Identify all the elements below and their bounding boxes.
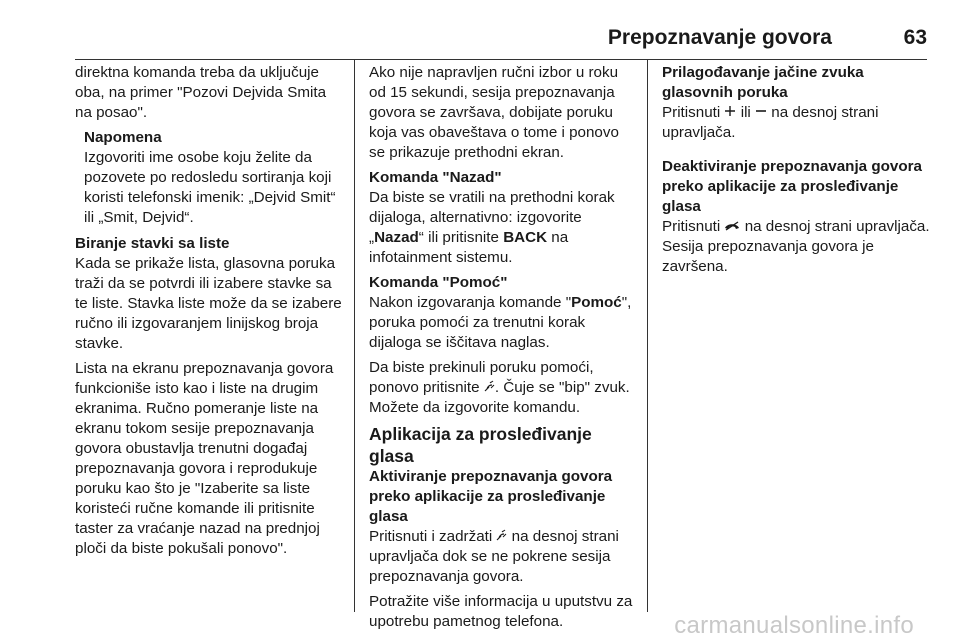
paragraph xyxy=(662,103,930,143)
paragraph: Ako nije napravljen ručni izbor u roku od 15 sekundi, sesija prepoznavanja govora se završava, dobijate poruku koja vas obaveštava o tome i ponovo se prikazuje prethodni ekran. xyxy=(369,64,619,161)
hang-up-icon xyxy=(724,219,740,233)
paragraph: Potražite više informacija u uputstvu za upotrebu pametnog telefona. xyxy=(369,593,633,630)
text-run: Da biste prekinuli poruku pomoći, ponovo pritisnite xyxy=(369,359,594,396)
paragraph xyxy=(369,293,635,353)
chapter-heading: Aplikacija za prosleđivanje glasa xyxy=(369,424,592,466)
column-divider xyxy=(354,60,355,612)
header-rule xyxy=(75,59,927,60)
paragraph: Lista na ekranu prepoznavanja govora funkcioniše isto kao i liste na drugim ekranima. Ručno pomeranje liste na ekranu tokom sesije prepoznavanja govora obustavlja trenutni događaj prepoznavanja govora i reprodukuje poruku kao što je "Izaberite sa liste koristeći ručne komande ili pritisnite taster za vraćanje nazad na prednjoj ploči da biste pokušali ponovo". xyxy=(75,360,334,557)
plus-icon xyxy=(724,105,736,119)
section-heading: Aktiviranje prepoznavanja govora preko aplikacije za prosleđivanje glasa xyxy=(369,468,613,525)
paragraph: direktna komanda treba da uključuje oba, na primer "Pozovi Dejvida Smita na posao". xyxy=(75,64,327,121)
note-title: Napomena xyxy=(84,129,162,146)
text-run: na desnoj strani upravljača dok se ne pokrene sesija prepoznavanja govora. xyxy=(369,528,619,585)
note-box xyxy=(75,128,347,228)
text-run: na desnoj strani upravljača. xyxy=(662,104,879,141)
page-number: 63 xyxy=(903,26,927,49)
column-right xyxy=(662,63,930,282)
section-heading: Deaktiviranje prepoznavanja govora preko aplikacije za prosleđivanje glasa xyxy=(662,158,922,215)
text-run: “ ili pritisnite xyxy=(418,229,504,246)
section-heading: Prilagođavanje jačine zvuka glasovnih poruka xyxy=(662,64,864,101)
paragraph xyxy=(369,188,635,268)
paragraph xyxy=(662,217,930,277)
column-divider xyxy=(647,60,648,612)
voice-command-icon xyxy=(496,528,507,543)
text-run: Pritisnuti i zadržati xyxy=(369,528,497,545)
note-text: Izgovoriti ime osobe koju želite da pozovete po redosledu sortiranja koji koristi telefonski imenik: „Dejvid Smit“ ili „Smit, Dejvid“. xyxy=(84,149,336,226)
text-run: Da biste se vratili na prethodni korak dijaloga, alternativno: izgovorite „ xyxy=(369,189,615,246)
back-button-label: BACK xyxy=(503,229,548,246)
text-run: ", poruka pomoći za trenutni korak dijaloga se iščitava naglas. xyxy=(369,294,632,351)
paragraph xyxy=(369,527,635,587)
section-heading: Komanda "Nazad" xyxy=(369,169,502,186)
text-run: Nakon izgovaranja komande " xyxy=(369,294,572,311)
text-run: Pritisnuti xyxy=(662,104,725,121)
column-middle xyxy=(369,63,635,637)
text-run: na desnoj strani upravljača. Sesija prepoznavanja govora je završena. xyxy=(662,218,930,275)
text-run: . Čuje se "bip" zvuk. Možete da izgovorite komandu. xyxy=(369,379,630,416)
section-heading: Biranje stavki sa liste xyxy=(75,235,230,252)
paragraph: Kada se prikaže lista, glasovna poruka traži da se potvrdi ili izabere stavke sa te liste. Stavka liste može da se izabere ručno ili izgovaranjem linijskog broja stavke. xyxy=(75,255,342,352)
page-header xyxy=(75,20,927,54)
text-run: na infotainment sistemu. xyxy=(369,229,569,266)
page-title: Prepoznavanje govora xyxy=(607,26,832,49)
command-word: Nazad xyxy=(374,229,419,246)
command-word: Pomoć xyxy=(571,294,622,311)
text-run: Pritisnuti xyxy=(662,218,725,235)
paragraph xyxy=(369,358,635,418)
voice-command-icon xyxy=(484,379,495,394)
watermark: carmanualsonline.info xyxy=(674,612,914,639)
text-run: ili xyxy=(736,104,756,121)
section-heading: Komanda "Pomoć" xyxy=(369,274,508,291)
column-left xyxy=(75,63,347,564)
minus-icon xyxy=(755,105,767,119)
